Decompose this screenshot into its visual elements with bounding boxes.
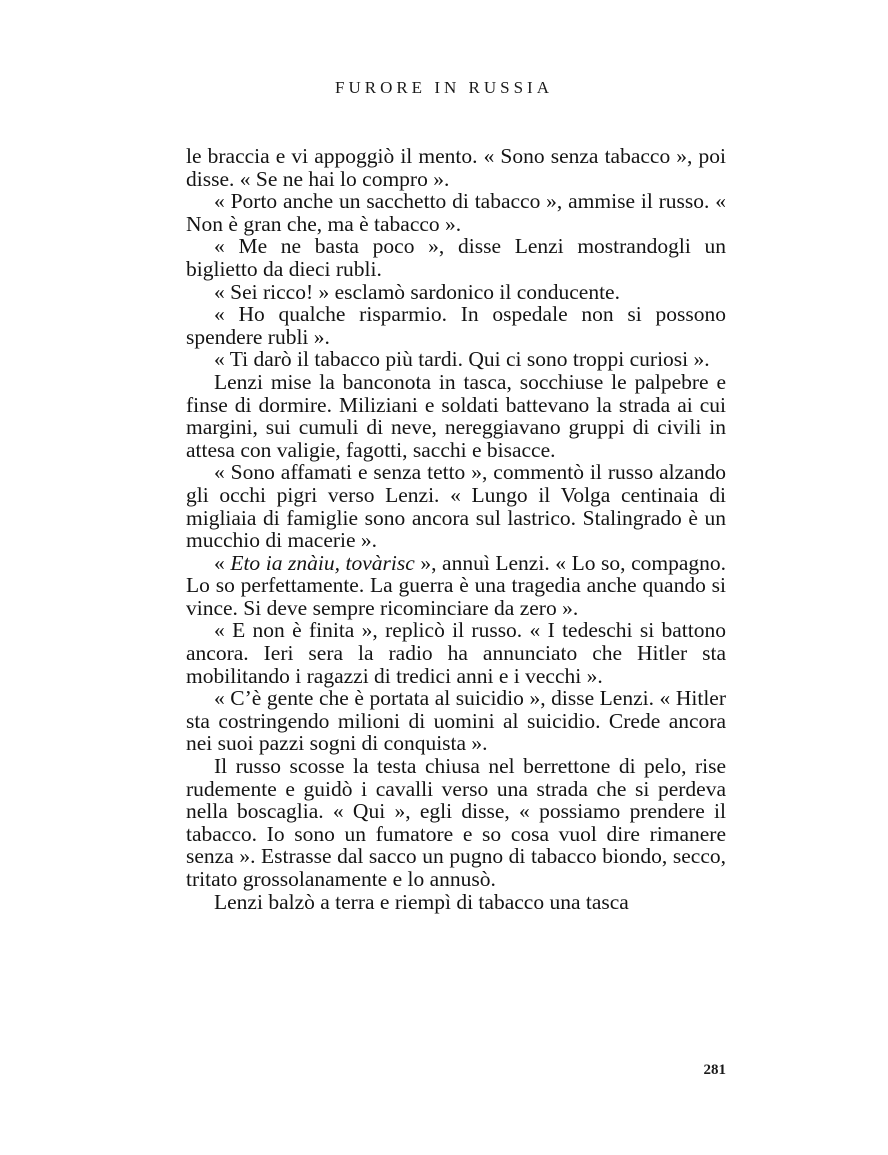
paragraph-russian-quote — [186, 552, 726, 620]
paragraph: « Ti darò il tabacco più tardi. Qui ci sono troppi curiosi ». — [214, 347, 710, 372]
paragraph: Lenzi mise la banconota in tasca, socchiuse le palpebre e finse di dormire. Miliziani e soldati battevano la strada ai cui margini, sui cumuli di neve, nereggiavano gruppi di civili in attesa con valigie, fagotti, sacchi e bisacce. — [186, 369, 726, 462]
paragraph: « Porto anche un sacchetto di tabacco », ammise il russo. « Non è gran che, ma è tabacco ». — [186, 189, 726, 236]
paragraph: Lenzi balzò a terra e riempì di tabacco una tasca — [214, 889, 629, 914]
page-body — [186, 145, 726, 913]
quote-rest: », annuì Lenzi. « Lo so, compagno. Lo so perfettamente. La guerra è una tragedia anche quando si vince. Si deve sempre ricominciare da zero ». — [186, 550, 726, 620]
paragraph: « Me ne basta poco », disse Lenzi mostrandogli un biglietto da dieci rubli. — [186, 234, 726, 281]
paragraph: Il russo scosse la testa chiusa nel berrettone di pelo, rise rudemente e guidò i cavalli verso una strada che si perdeva nella boscaglia. « Qui », egli disse, « possiamo prendere il tabacco. Io sono un fumatore e so cosa vuol dire rimanere senza ». Estrasse dal sacco un pugno di tabacco biondo, secco, tritato grossolanamente e lo annusò. — [186, 754, 726, 891]
quote-open: « — [214, 550, 231, 575]
paragraph: « E non è finita », replicò il russo. « I tedeschi si battono ancora. Ieri sera la radio ha annunciato che Hitler sta mobilitando i ragazzi di tredici anni e i vecchi ». — [186, 618, 726, 688]
paragraph: « Sono affamati e senza tetto », commentò il russo alzando gli occhi pigri verso Lenzi. « Lungo il Volga centinaia di migliaia di famiglie sono ancora sul lastrico. Stalingrado è un mucchio di macerie ». — [186, 460, 726, 553]
russian-phrase: Eto ia znàiu, tovàrisc — [230, 550, 415, 575]
paragraph: « Ho qualche risparmio. In ospedale non si possono spendere rubli ». — [186, 302, 726, 349]
running-title: FURORE IN RUSSIA — [335, 78, 553, 97]
paragraph: « C’è gente che è portata al suicidio », disse Lenzi. « Hitler sta costringendo milioni di uomini al suicidio. Crede ancora nei suoi pazzi sogni di conquista ». — [186, 686, 726, 756]
paragraph: le braccia e vi appoggiò il mento. « Sono senza tabacco », poi disse. « Se ne hai lo compro ». — [186, 144, 726, 191]
paragraph: « Sei ricco! » esclamò sardonico il conducente. — [214, 279, 620, 304]
page-number: 281 — [703, 1062, 726, 1078]
